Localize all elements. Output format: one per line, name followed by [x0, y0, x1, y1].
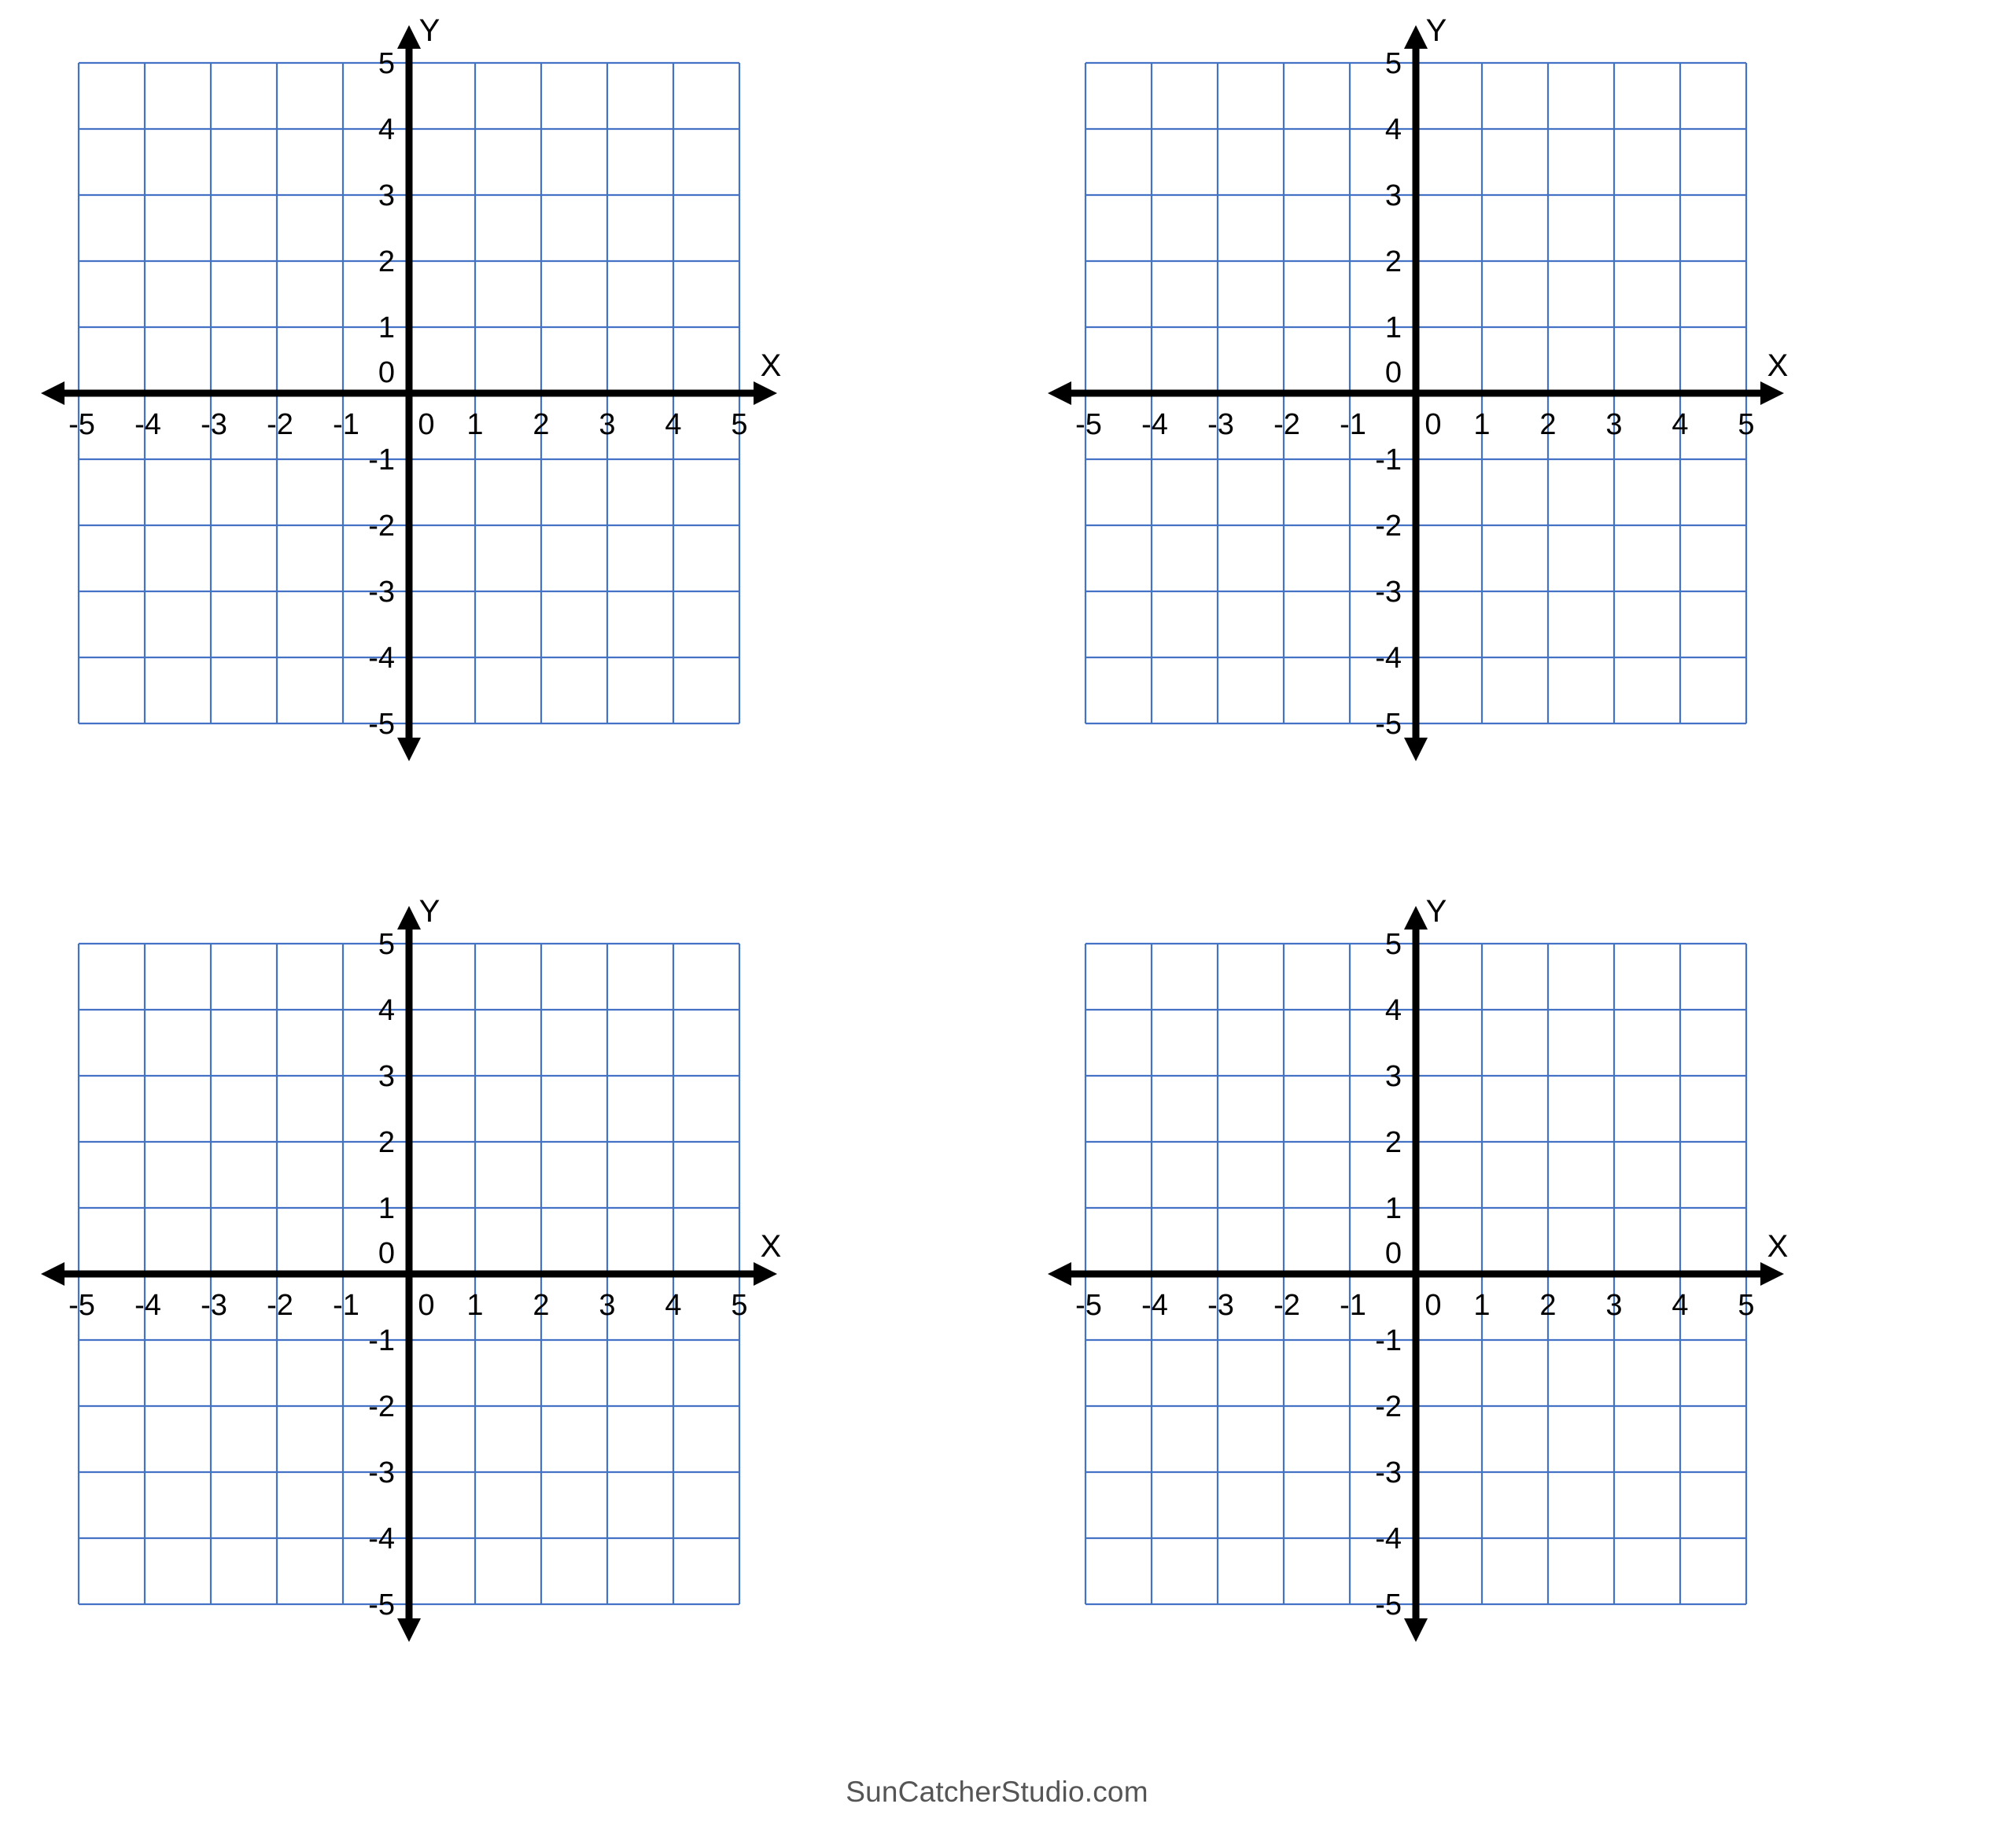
y-tick-label: -4 [368, 642, 395, 675]
grid-canvas [47, 894, 818, 1683]
y-tick-label: 2 [378, 245, 395, 278]
y-tick-label: -2 [1375, 1390, 1402, 1423]
x-tick-label: -2 [1273, 1289, 1300, 1322]
x-tick-label: -4 [135, 1289, 161, 1322]
y-tick-label: -5 [368, 1588, 395, 1622]
x-tick-label: -2 [267, 1289, 293, 1322]
axes [41, 25, 777, 761]
y-tick-label: 4 [1384, 994, 1402, 1027]
y-tick-label: -4 [1375, 642, 1402, 675]
y-tick-label: -3 [368, 1456, 395, 1489]
x-axis-label: X [1767, 348, 1789, 383]
y-tick-label: -5 [1375, 708, 1402, 741]
y-tick-label: -5 [1375, 1588, 1402, 1622]
site-credit: SunCatcherStudio.com [846, 1776, 1148, 1808]
y-tick-label: -2 [368, 1390, 395, 1423]
x-tick-label: -5 [1075, 408, 1102, 441]
y-tick-label: -1 [1375, 444, 1402, 477]
y-tick-label: 5 [1384, 47, 1402, 80]
axis-arrow [1048, 381, 1071, 405]
axes [41, 906, 777, 1642]
axis-arrow [754, 381, 777, 405]
axes [1048, 25, 1784, 761]
axis-arrow [41, 381, 65, 405]
axis-arrow [1404, 1618, 1428, 1642]
y-tick-label: -2 [1375, 510, 1402, 543]
y-tick-label: 4 [1384, 113, 1402, 146]
x-tick-label: -1 [333, 408, 359, 441]
axes [1048, 906, 1784, 1642]
axis-arrow [41, 1262, 65, 1286]
x-tick-label: 2 [533, 408, 550, 441]
y-tick-label: -1 [1375, 1324, 1402, 1357]
axis-arrow [397, 1618, 421, 1642]
axis-arrow [397, 738, 421, 761]
x-tick-label: 3 [1605, 1289, 1623, 1322]
coordinate-grid-top-right [1054, 13, 1825, 802]
axis-arrow [397, 906, 421, 930]
y-tick-label: -4 [368, 1522, 395, 1555]
y-tick-label: 2 [1384, 245, 1402, 278]
x-tick-label: 2 [533, 1289, 550, 1322]
x-tick-label: 3 [599, 1289, 616, 1322]
y-tick-label: 2 [1384, 1126, 1402, 1159]
x-tick-label: 1 [466, 1289, 484, 1322]
y-tick-label: 1 [1384, 1192, 1402, 1225]
grid-canvas [1054, 894, 1825, 1683]
x-tick-label: 4 [1671, 408, 1689, 441]
x-tick-label: 3 [599, 408, 616, 441]
y-tick-label: 3 [378, 179, 395, 212]
x-tick-label: 1 [1473, 408, 1491, 441]
x-tick-label: 5 [731, 408, 748, 441]
y-tick-label: 2 [378, 1126, 395, 1159]
y-axis-label: Y [1425, 13, 1447, 48]
x-tick-label: -3 [1207, 408, 1234, 441]
y-tick-label: 5 [378, 47, 395, 80]
y-tick-label: 3 [1384, 179, 1402, 212]
x-tick-label: 5 [1738, 1289, 1755, 1322]
x-tick-label: -4 [1141, 1289, 1168, 1322]
origin-label: 0 [1384, 1237, 1402, 1270]
x-tick-label: -1 [1340, 408, 1366, 441]
grid-canvas [47, 13, 818, 802]
x-tick-label: -1 [333, 1289, 359, 1322]
y-tick-label: 5 [1384, 928, 1402, 961]
coordinate-grid-top-left [47, 13, 818, 802]
x-tick-label: -2 [267, 408, 293, 441]
y-tick-label: -3 [368, 576, 395, 609]
axis-arrow [1404, 906, 1428, 930]
x-tick-label: -4 [135, 408, 161, 441]
x-tick-label: -5 [68, 1289, 95, 1322]
y-tick-label: 5 [378, 928, 395, 961]
y-tick-label: 1 [378, 1192, 395, 1225]
x-tick-label: -1 [1340, 1289, 1366, 1322]
coordinate-grid-bottom-right [1054, 894, 1825, 1683]
x-axis-label: X [760, 1229, 782, 1264]
coordinate-grid-bottom-left [47, 894, 818, 1683]
x-tick-label: 4 [1671, 1289, 1689, 1322]
y-axis-label: Y [418, 894, 440, 929]
x-tick-label: -3 [1207, 1289, 1234, 1322]
origin-label: 0 [378, 1237, 395, 1270]
x-tick-label: 0 [418, 1289, 435, 1322]
y-tick-label: -2 [368, 510, 395, 543]
axis-arrow [1048, 1262, 1071, 1286]
y-tick-label: -3 [1375, 576, 1402, 609]
axis-arrow [754, 1262, 777, 1286]
axis-arrow [397, 25, 421, 49]
y-tick-label: 3 [378, 1060, 395, 1093]
x-tick-label: 1 [466, 408, 484, 441]
x-tick-label: 5 [1738, 408, 1755, 441]
x-axis-label: X [760, 348, 782, 383]
grid-canvas [1054, 13, 1825, 802]
axis-arrow [1404, 25, 1428, 49]
origin-label: 0 [1384, 356, 1402, 389]
x-axis-label: X [1767, 1229, 1789, 1264]
x-tick-label: 5 [731, 1289, 748, 1322]
x-tick-label: 4 [665, 1289, 682, 1322]
y-axis-label: Y [418, 13, 440, 48]
x-tick-label: 0 [1425, 408, 1442, 441]
x-tick-label: 3 [1605, 408, 1623, 441]
y-tick-label: -1 [368, 444, 395, 477]
x-tick-label: 4 [665, 408, 682, 441]
x-tick-label: 0 [418, 408, 435, 441]
x-tick-label: -2 [1273, 408, 1300, 441]
y-axis-label: Y [1425, 894, 1447, 929]
y-tick-label: -1 [368, 1324, 395, 1357]
y-tick-label: -4 [1375, 1522, 1402, 1555]
x-tick-label: 2 [1539, 408, 1557, 441]
y-tick-label: -3 [1375, 1456, 1402, 1489]
axis-arrow [1760, 381, 1784, 405]
axis-arrow [1760, 1262, 1784, 1286]
x-tick-label: 1 [1473, 1289, 1491, 1322]
x-tick-label: 0 [1425, 1289, 1442, 1322]
x-tick-label: -4 [1141, 408, 1168, 441]
y-tick-label: 4 [378, 994, 395, 1027]
x-tick-label: -5 [1075, 1289, 1102, 1322]
y-tick-label: 4 [378, 113, 395, 146]
x-tick-label: -3 [201, 408, 227, 441]
y-tick-label: 1 [1384, 311, 1402, 344]
y-tick-label: -5 [368, 708, 395, 741]
origin-label: 0 [378, 356, 395, 389]
x-tick-label: 2 [1539, 1289, 1557, 1322]
y-tick-label: 3 [1384, 1060, 1402, 1093]
axis-arrow [1404, 738, 1428, 761]
x-tick-label: -5 [68, 408, 95, 441]
x-tick-label: -3 [201, 1289, 227, 1322]
y-tick-label: 1 [378, 311, 395, 344]
